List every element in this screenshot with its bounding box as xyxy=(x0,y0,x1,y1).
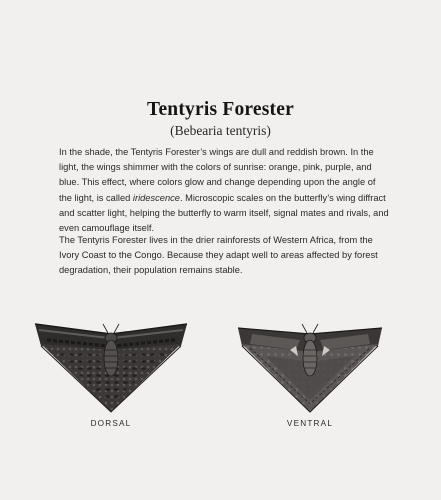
ventral-label: VENTRAL xyxy=(286,419,334,428)
dorsal-butterfly-illustration xyxy=(31,316,191,416)
dorsal-butterfly-icon xyxy=(31,316,191,416)
term-iridescence: iridescence xyxy=(132,192,180,203)
description-paragraph xyxy=(59,145,389,236)
scientific-name: (Bebearia tentyris) xyxy=(170,123,271,138)
ventral-butterfly-icon xyxy=(230,316,390,416)
ventral-butterfly-illustration xyxy=(230,316,390,416)
paragraph-text: . Microscopic scales on the butterfly’s wing diffract and scatter light, helping the butterfly to warm itself, signal mates and rivals, and even camouflage itself. xyxy=(59,192,389,234)
paragraph-text: In the shade, the Tentyris Forester’s wings are dull and reddish brown. In the light, the wings shimmer with the colors of sunrise: orange, pink, purple, and blue. This effect, where colors glow and change depending upon the angle of the light, is called xyxy=(59,147,376,203)
habitat-paragraph: The Tentyris Forester lives in the drier rainforests of Western Africa, from the Ivory Coast to the Congo. Because they adapt well to areas affected by forest degradation, their population remains stable. xyxy=(59,235,378,276)
dorsal-label: DORSAL xyxy=(90,419,132,428)
page-title: Tentyris Forester xyxy=(147,99,294,120)
